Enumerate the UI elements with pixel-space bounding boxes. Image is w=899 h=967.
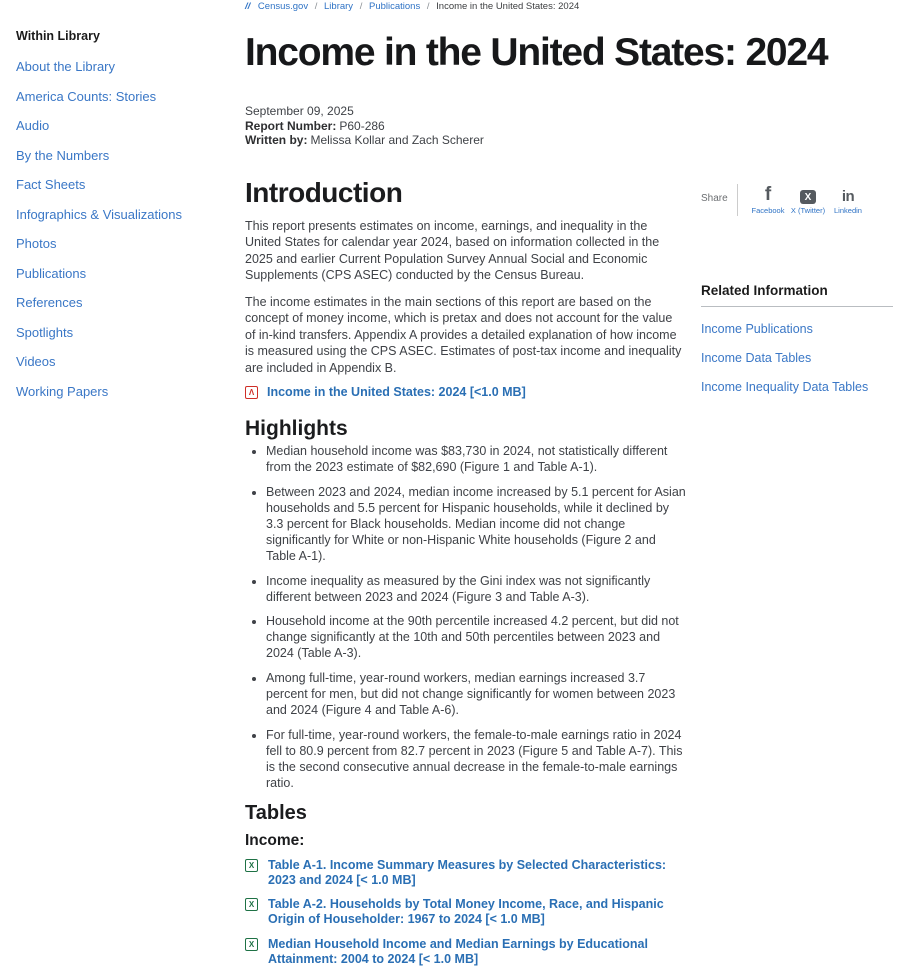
share-section	[701, 184, 893, 216]
sidebar-item-about-the-library[interactable]: About the Library	[16, 59, 116, 74]
share-x-twitter-button[interactable]	[788, 184, 828, 215]
sidebar-item-by-the-numbers[interactable]: By the Numbers	[16, 147, 110, 163]
sidebar-item-fact-sheets[interactable]: Fact Sheets	[16, 177, 86, 192]
share-linkedin-label: Linkedin	[834, 206, 862, 215]
report-pdf-row	[245, 385, 686, 400]
highlights-list	[245, 444, 686, 791]
sidebar-item-america-counts[interactable]: America Counts: Stories	[16, 88, 157, 104]
written-by-value: Melissa Kollar and Zach Scherer	[310, 133, 484, 147]
table-median-income-education-link[interactable]: Median Household Income and Median Earnings by Educational Attainment: 2004 to 2024 [< 1.0 MB]	[268, 936, 648, 966]
table-a2-link[interactable]: Table A-2. Households by Total Money Income, Race, and Hispanic Origin of Householder: 1967 to 2024 [< 1.0 MB]	[268, 897, 664, 927]
sidebar-item-infographics[interactable]: Infographics & Visualizations	[16, 206, 182, 222]
share-label: Share	[701, 193, 728, 204]
sidebar-heading: Within Library	[16, 29, 100, 43]
report-number-row	[245, 119, 686, 134]
introduction-paragraph: This report presents estimates on income, earnings, and inequality in the United States for calendar year 2024, based on information collected in the 2025 and earlier Current Population Survey Annual Social and Economic Supplements (CPS ASEC) conducted by the Census Bureau.	[245, 218, 660, 282]
table-a1-link[interactable]: Table A-1. Income Summary Measures by Selected Characteristics: 2023 and 2024 [< 1.0 MB]	[268, 857, 667, 887]
share-x-twitter-label: X (Twitter)	[790, 206, 826, 215]
sidebar-item-references[interactable]: References	[16, 295, 83, 310]
related-information-section	[701, 284, 893, 394]
table-link-row	[245, 858, 686, 889]
highlight-bullet: • Between 2023 and 2024, median income increased by 5.1 percent for Asian households and 5.5 percent for Hispanic households, while it declined by 3.3 percent for Black households. Median income did not change significantly for White or non-Hispanic White households (Figure 2 and Table A-1).	[266, 485, 686, 565]
publish-date: September 09, 2025	[245, 104, 354, 118]
article-meta	[245, 104, 686, 148]
share-divider	[737, 184, 738, 216]
related-information-heading: Related Information	[701, 283, 828, 298]
breadcrumb	[245, 2, 686, 12]
report-number-value: P60-286	[339, 118, 385, 133]
breadcrumb-separator: /	[426, 1, 430, 12]
written-by-row	[245, 133, 686, 148]
sidebar-item-audio[interactable]: Audio	[16, 118, 50, 133]
related-information-divider	[701, 306, 893, 307]
x-twitter-icon[interactable]: X	[800, 190, 816, 204]
share-linkedin-button[interactable]	[828, 184, 868, 215]
sidebar-item-spotlights[interactable]: Spotlights	[16, 324, 74, 340]
highlight-bullet: • For full-time, year-round workers, the female-to-male earnings ratio in 2024 fell to 80.9 percent from 82.7 percent in 2023 (Figure 5 and Table A-7). This is the second consecutive annual decrease in the female-to-male earnings ratio.	[266, 728, 686, 792]
highlight-bullet: • Median household income was $83,730 in 2024, not statistically different from the 2023 estimate of $82,690 (Figure 1 and Table A-1).	[266, 444, 686, 476]
income-subheading: Income:	[245, 831, 305, 849]
breadcrumb-separator: /	[314, 1, 318, 12]
sidebar-item-working-papers[interactable]: Working Papers	[16, 383, 109, 399]
facebook-icon[interactable]: f	[764, 184, 772, 205]
introduction-paragraph: The income estimates in the main sections of this report are based on the concept of money income, which is pretax and does not account for the value of in-kind transfers. Appendix A provides a detailed explanation of how income is measured using the CPS ASEC. Estimates of post-tax income and inequality are included in Appendix B.	[245, 294, 682, 375]
highlight-bullet: • Among full-time, year-round workers, median earnings increased 3.7 percent for men, but did not change significantly for women between 2023 and 2024 (Figure 4 and Table A-6).	[266, 671, 686, 719]
tables-heading: Tables	[245, 801, 307, 824]
written-by-label: Written by:	[245, 133, 308, 147]
excel-file-icon[interactable]: X	[245, 938, 258, 951]
share-facebook-label: Facebook	[751, 206, 785, 215]
pdf-file-icon[interactable]: Λ	[245, 386, 258, 399]
introduction-heading: Introduction	[245, 176, 403, 208]
report-number-label: Report Number:	[245, 118, 337, 133]
excel-file-icon[interactable]: X	[245, 898, 258, 911]
table-link-row	[245, 937, 686, 967]
sidebar-item-videos[interactable]: Videos	[16, 354, 56, 369]
table-link-row	[245, 897, 686, 928]
sidebar-item-publications[interactable]: Publications	[16, 265, 87, 281]
breadcrumb-slashes-glyph: //	[245, 1, 251, 12]
breadcrumb-link-library[interactable]: Library	[324, 1, 354, 12]
related-link-income-publications[interactable]: Income Publications	[701, 322, 813, 336]
breadcrumb-separator: /	[359, 1, 363, 12]
related-link-income-inequality-data-tables[interactable]: Income Inequality Data Tables	[701, 380, 869, 394]
linkedin-icon[interactable]: in	[841, 188, 855, 205]
breadcrumb-link-census-gov[interactable]: Census.gov	[257, 1, 309, 12]
excel-file-icon[interactable]: X	[245, 859, 258, 872]
right-rail	[701, 184, 893, 394]
share-facebook-button[interactable]	[748, 184, 788, 215]
page-title: Income in the United States: 2024	[245, 31, 828, 74]
library-sidebar	[16, 30, 234, 414]
report-pdf-link[interactable]: Income in the United States: 2024 [<1.0 MB]	[267, 385, 526, 399]
sidebar-item-photos[interactable]: Photos	[16, 236, 57, 251]
breadcrumb-current-page: Income in the United States: 2024	[436, 1, 580, 12]
highlight-bullet: • Household income at the 90th percentile increased 4.2 percent, but did not change significantly at the 10th and 50th percentiles between 2023 and 2024 (Table A-3).	[266, 614, 686, 662]
breadcrumb-link-publications[interactable]: Publications	[368, 1, 421, 12]
highlight-bullet: • Income inequality as measured by the Gini index was not significantly different between 2023 and 2024 (Figure 3 and Table A-3).	[266, 574, 686, 606]
related-link-income-data-tables[interactable]: Income Data Tables	[701, 351, 812, 365]
highlights-heading: Highlights	[245, 417, 348, 441]
